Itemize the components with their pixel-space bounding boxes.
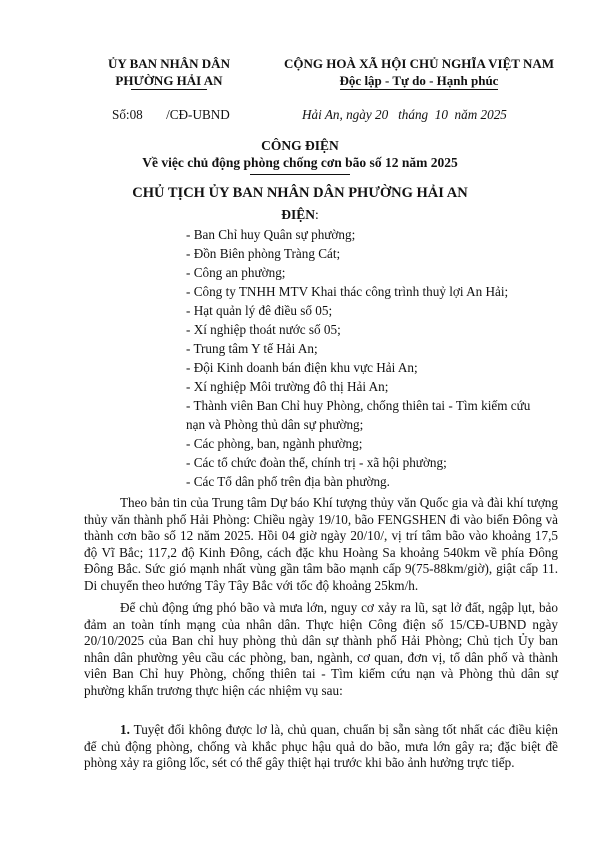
sender-title: CHỦ TỊCH ỦY BAN NHÂN DÂN PHƯỜNG HẢI AN (132, 185, 468, 201)
sender-verb-colon: : (315, 207, 319, 222)
document-number-prefix: Số:08 (112, 107, 143, 122)
body-paragraph-directive: Để chủ động ứng phó bão và mưa lớn, nguy cơ xảy ra lũ, sạt lở đất, ngập lụt, bảo đảm an toàn tính mạng của nhân dân. Thực hiện Công điện số 15/CĐ-UBND ngày 20/10/2025 của Ban chỉ huy phòng thủ dân sự thành phố Hải Phòng; Chủ tịch Ủy ban nhân dân phường yêu cầu các phòng, ban, ngành, cơ quan, đơn vị, tổ dân phố và thành viên Ban Chỉ huy Phòng, chống thiên tai - Tìm kiếm cứu nạn và Phòng thủ dân sự phường khẩn trương thực hiện các nhiệm vụ sau: (84, 600, 558, 698)
recipient-item: - Trung tâm Y tế Hải An; (186, 341, 318, 356)
national-motto: Độc lập - Tự do - Hạnh phúc (339, 73, 499, 88)
body-paragraph-forecast: Theo bản tin của Trung tâm Dự báo Khí tượng thủy văn Quốc gia và đài khí tượng thủy văn thành phố Hải Phòng: Chiều ngày 19/10, bão FENGSHEN đi vào biển Đông và thành cơn bão số 12 năm 2025. Hồi 04 giờ ngày 20/10/, vị trí tâm bão vào khoảng 17,5 độ Vĩ Bắc; 117,2 độ Kinh Đông, cách đặc khu Hoàng Sa khoảng 540km về phía Đông Đông Bắc. Sức gió mạnh nhất vùng gần tâm bão mạnh cấp 9(75-88km/giờ), giật cấp 11. Di chuyển theo hướng Tây Tây Bắc với tốc độ khoảng 25km/h. (84, 495, 558, 593)
recipient-item: - Các tổ chức đoàn thể, chính trị - xã hội phường; (186, 455, 447, 470)
sender-verb: ĐIỆN (281, 207, 315, 222)
document-number (112, 107, 230, 123)
recipient-item: - Các Tổ dân phố trên địa bàn phường. (186, 474, 390, 489)
task-item-1-text: Tuyệt đối không được lơ là, chủ quan, chuẩn bị sẵn sàng tốt nhất các điều kiện để chủ động phòng, chống và khắc phục hậu quả do bão, mưa lớn gây ra; đặc biệt đề phòng xảy ra giông lốc, sét có thể gây thiệt hại trước khi bão ảnh hưởng trực tiếp. (84, 722, 559, 770)
recipient-item-continuation: nạn và Phòng thủ dân sự phường; (186, 417, 364, 432)
sender-verb-line (0, 207, 600, 223)
document-subject: Về việc chủ động phòng chống cơn bão số 12 năm 2025 (142, 155, 458, 170)
task-item-1 (84, 722, 558, 772)
document-type: CÔNG ĐIỆN (261, 138, 339, 153)
national-header (266, 55, 572, 89)
recipient-item: - Đội Kinh doanh bán điện khu vực Hải An; (186, 360, 418, 375)
recipient-item: - Xí nghiệp Môi trường đô thị Hải An; (186, 379, 389, 394)
recipient-item: - Công an phường; (186, 265, 286, 280)
recipient-item: - Đồn Biên phòng Tràng Cát; (186, 246, 341, 261)
document-number-suffix: /CĐ-UBND (166, 107, 230, 122)
document-date: Hải An, ngày 20 tháng 10 năm 2025 (302, 107, 507, 122)
task-item-1-number: 1. (120, 722, 130, 737)
issuing-authority-ward: PHƯỜNG HẢI AN (115, 73, 223, 88)
recipient-item: - Xí nghiệp thoát nước số 05; (186, 322, 341, 337)
motto-underline (340, 89, 498, 90)
recipient-item: - Hạt quản lý đê điều số 05; (186, 303, 333, 318)
authority-underline (131, 89, 207, 90)
recipient-list (186, 225, 566, 491)
recipient-item: - Công ty TNHH MTV Khai thác công trình thuỷ lợi An Hải; (186, 284, 509, 299)
issuing-authority (94, 55, 244, 89)
national-name: CỘNG HOÀ XÃ HỘI CHỦ NGHĨA VIỆT NAM (283, 56, 555, 71)
subject-underline (250, 174, 350, 175)
recipient-item: - Các phòng, ban, ngành phường; (186, 436, 363, 451)
issuing-authority-name: ỦY BAN NHÂN DÂN (108, 56, 230, 71)
recipient-item: - Ban Chỉ huy Quân sự phường; (186, 227, 356, 242)
recipient-item: - Thành viên Ban Chỉ huy Phòng, chống thiên tai - Tìm kiếm cứu (186, 398, 531, 413)
